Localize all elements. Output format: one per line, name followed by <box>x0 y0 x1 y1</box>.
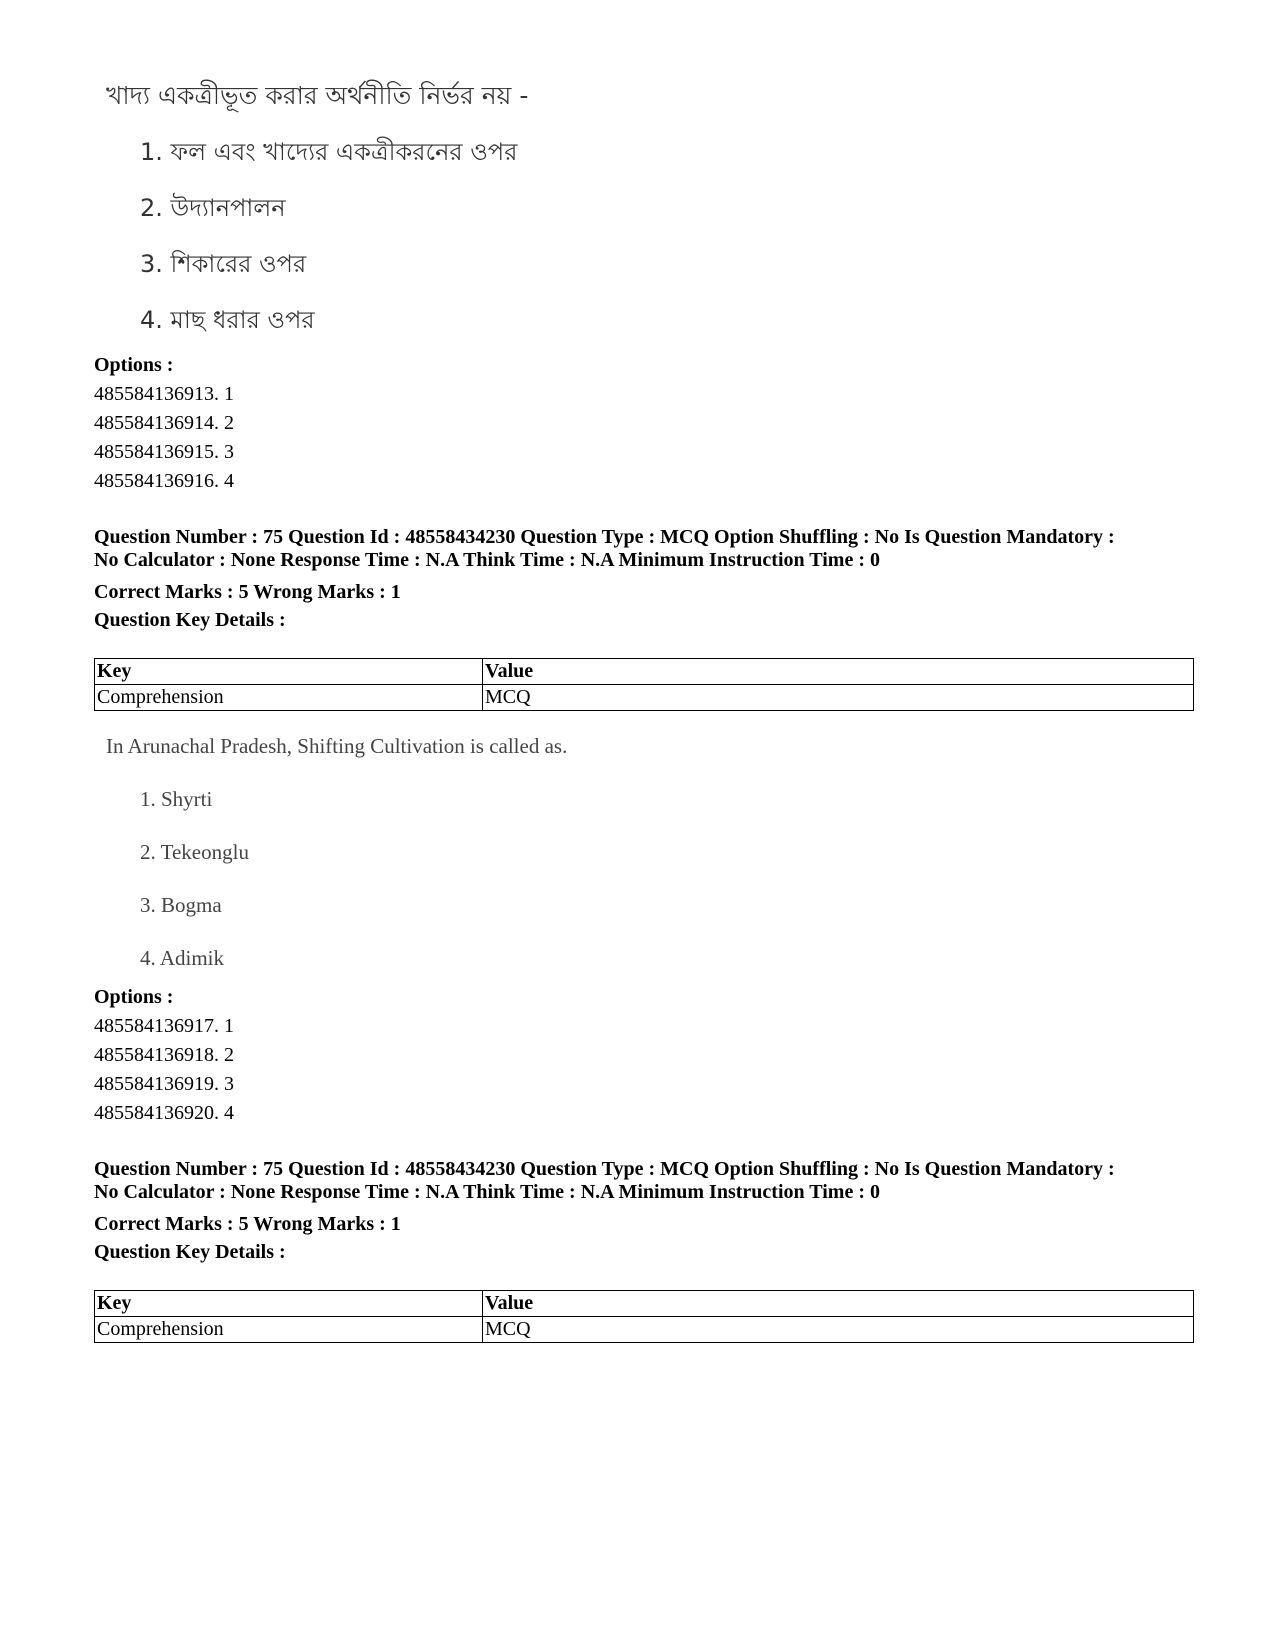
table-cell-key: Comprehension <box>95 685 483 711</box>
option-item: 485584136919. 3 <box>94 1073 234 1095</box>
table-row <box>95 1317 1194 1343</box>
option-item: 485584136917. 1 <box>94 1015 234 1037</box>
table-cell-value: MCQ <box>483 1317 1194 1343</box>
option-item: 485584136913. 1 <box>94 383 234 405</box>
options-label: Options : <box>94 986 174 1008</box>
table-row <box>95 685 1194 711</box>
key-details-label: Question Key Details : <box>94 609 286 631</box>
key-details-table-2 <box>94 1290 1194 1343</box>
question-meta-1 <box>94 526 1194 634</box>
option-item: 485584136916. 4 <box>94 470 234 492</box>
question-choice-2: 2. উদ্যানপালন <box>140 194 286 222</box>
options-label: Options : <box>94 354 174 376</box>
question-meta-line-2: No Calculator : None Response Time : N.A Think Time : N.A Minimum Instruction Time : 0 <box>94 549 880 571</box>
table-header-value: Value <box>483 659 1194 685</box>
question-choice-4: 4. Adimik <box>140 946 225 970</box>
question-meta-line-2: No Calculator : None Response Time : N.A Think Time : N.A Minimum Instruction Time : 0 <box>94 1181 880 1203</box>
option-item: 485584136918. 2 <box>94 1044 234 1066</box>
marks-line: Correct Marks : 5 Wrong Marks : 1 <box>94 1213 401 1235</box>
key-details-table-1 <box>94 658 1194 711</box>
table-cell-key: Comprehension <box>95 1317 483 1343</box>
table-cell-value: MCQ <box>483 685 1194 711</box>
table-header-row <box>95 659 1194 685</box>
option-item: 485584136915. 3 <box>94 441 234 463</box>
table-header-key: Key <box>95 1291 483 1317</box>
question-choice-3: 3. Bogma <box>140 893 222 917</box>
option-item: 485584136920. 4 <box>94 1102 234 1124</box>
question-choice-3: 3. শিকারের ওপর <box>140 250 307 278</box>
question-choice-2: 2. Tekeonglu <box>140 840 249 864</box>
question-meta-line-1: Question Number : 75 Question Id : 48558434230 Question Type : MCQ Option Shuffling : No Is Question Mandatory : <box>94 526 1115 548</box>
key-details-label: Question Key Details : <box>94 1241 286 1263</box>
question-meta-line-1: Question Number : 75 Question Id : 48558434230 Question Type : MCQ Option Shuffling : No Is Question Mandatory : <box>94 1158 1115 1180</box>
table-header-value: Value <box>483 1291 1194 1317</box>
question-stem: খাদ্য একত্রীভূত করার অর্থনীতি নির্ভর নয় - <box>106 81 529 110</box>
question-image-1 <box>106 78 528 338</box>
options-block-2 <box>94 983 234 1128</box>
question-choice-4: 4. মাছ ধরার ওপর <box>140 306 315 334</box>
question-choice-1: 1. Shyrti <box>140 787 213 811</box>
options-block-1 <box>94 351 234 496</box>
question-image-2 <box>106 730 567 974</box>
question-meta-2 <box>94 1158 1194 1266</box>
marks-line: Correct Marks : 5 Wrong Marks : 1 <box>94 581 401 603</box>
option-item: 485584136914. 2 <box>94 412 234 434</box>
question-stem: In Arunachal Pradesh, Shifting Cultivation is called as. <box>106 734 568 758</box>
table-header-row <box>95 1291 1194 1317</box>
table-header-key: Key <box>95 659 483 685</box>
question-choice-1: 1. ফল এবং খাদ্যের একত্রীকরনের ওপর <box>140 138 518 166</box>
